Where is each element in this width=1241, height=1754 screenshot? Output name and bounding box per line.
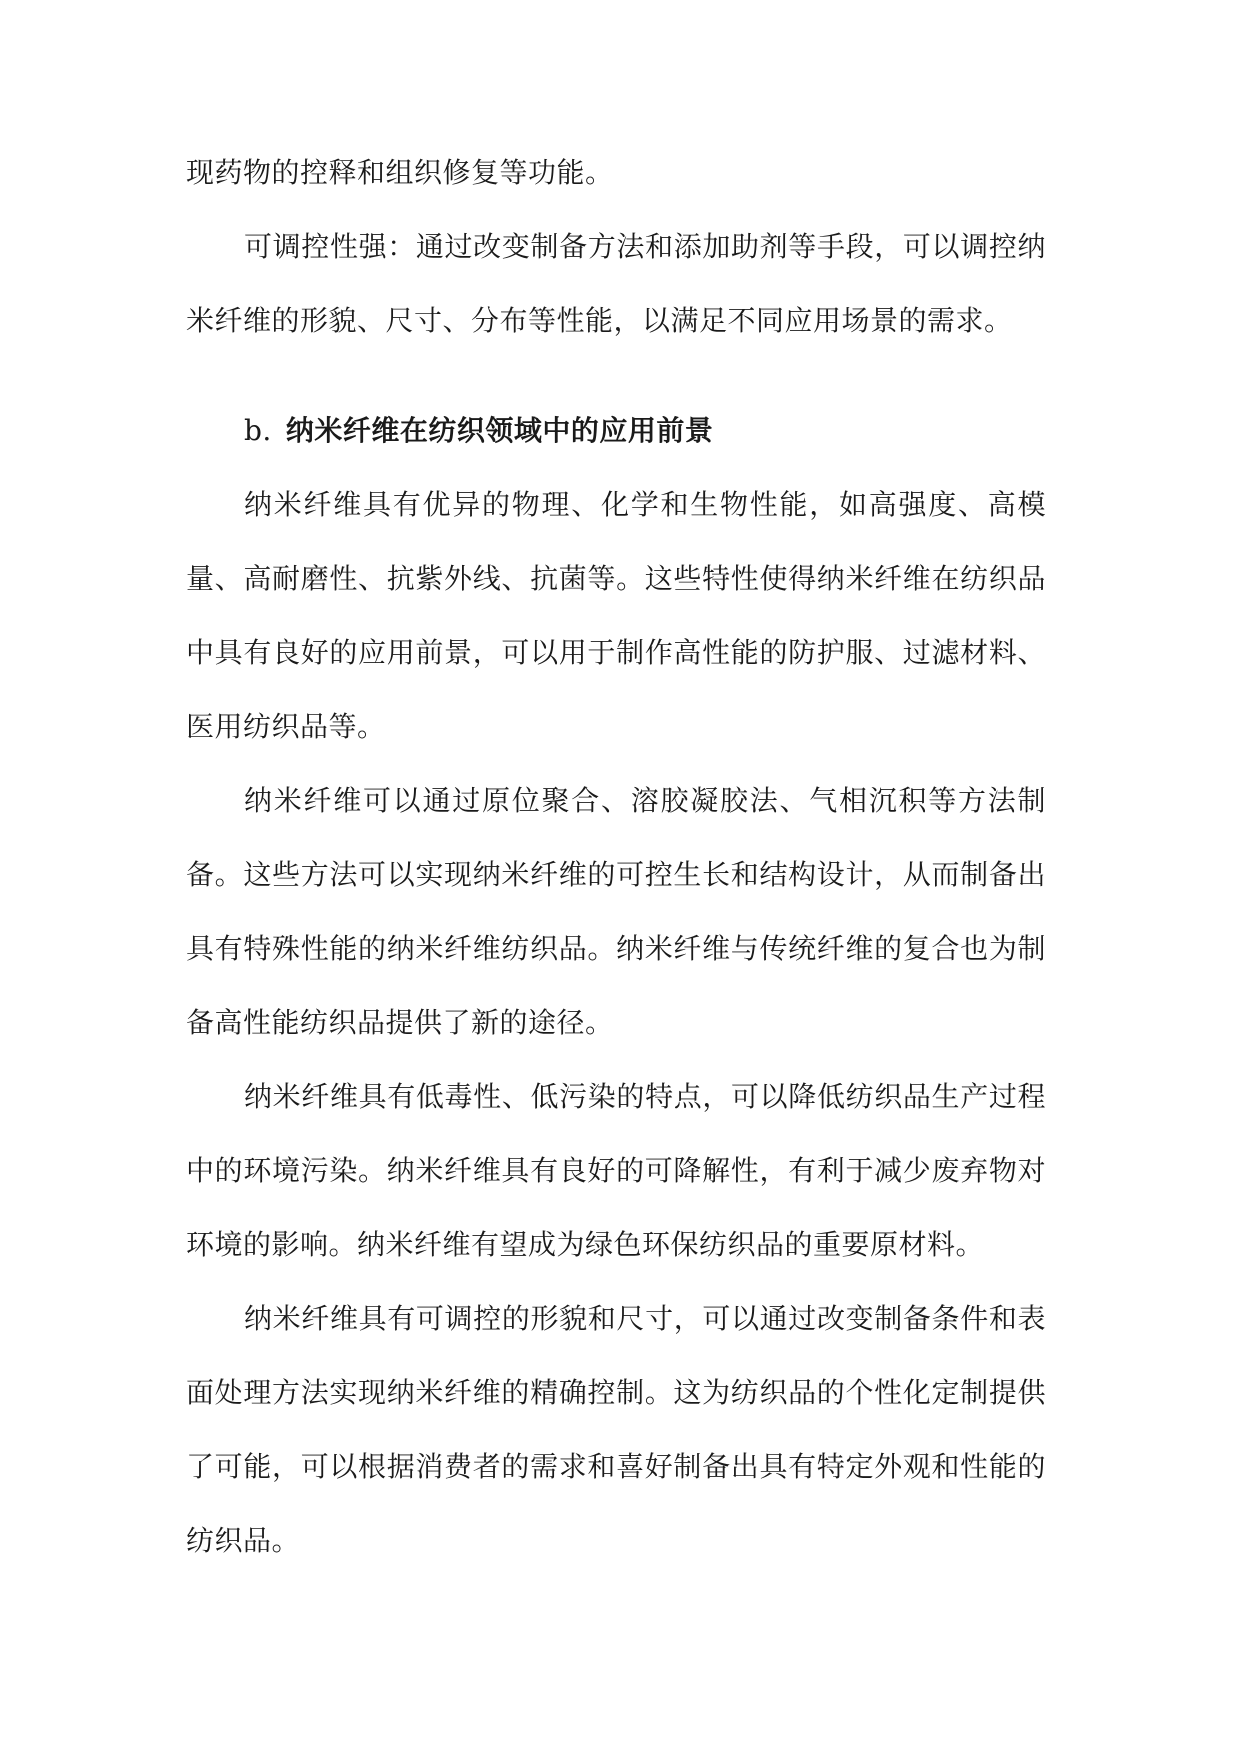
paragraph-continuation: 现药物的控释和组织修复等功能。 bbox=[186, 156, 614, 189]
paragraph-environment: 纳米纤维具有低毒性、低污染的特点，可以降低纺织品生产过程中的环境污染。纳米纤维具有良好的可降解性，有利于减少废弃物对环境的影响。纳米纤维有望成为绿色环保纺织品的重要原材料。 bbox=[186, 1080, 1046, 1261]
section-title: 纳米纤维在纺织领域中的应用前景 bbox=[285, 414, 714, 447]
paragraph-adjustability: 可调控性强：通过改变制备方法和添加助剂等手段，可以调控纳米纤维的形貌、尺寸、分布等性能，以满足不同应用场景的需求。 bbox=[186, 230, 1046, 337]
paragraph-properties: 纳米纤维具有优异的物理、化学和生物性能，如高强度、高模量、高耐磨性、抗紫外线、抗菌等。这些特性使得纳米纤维在纺织品中具有良好的应用前景，可以用于制作高性能的防护服、过滤材料、医用纺织品等。 bbox=[186, 488, 1046, 743]
section-marker: b. bbox=[244, 414, 272, 447]
paragraph-customization: 纳米纤维具有可调控的形貌和尺寸，可以通过改变制备条件和表面处理方法实现纳米纤维的精确控制。这为纺织品的个性化定制提供了可能，可以根据消费者的需求和喜好制备出具有特定外观和性能的纺织品。 bbox=[186, 1302, 1046, 1557]
section-heading bbox=[186, 394, 1046, 468]
document-page bbox=[186, 136, 1046, 1578]
paragraph-preparation: 纳米纤维可以通过原位聚合、溶胶凝胶法、气相沉积等方法制备。这些方法可以实现纳米纤维的可控生长和结构设计，从而制备出具有特殊性能的纳米纤维纺织品。纳米纤维与传统纤维的复合也为制备高性能纺织品提供了新的途径。 bbox=[186, 784, 1046, 1039]
